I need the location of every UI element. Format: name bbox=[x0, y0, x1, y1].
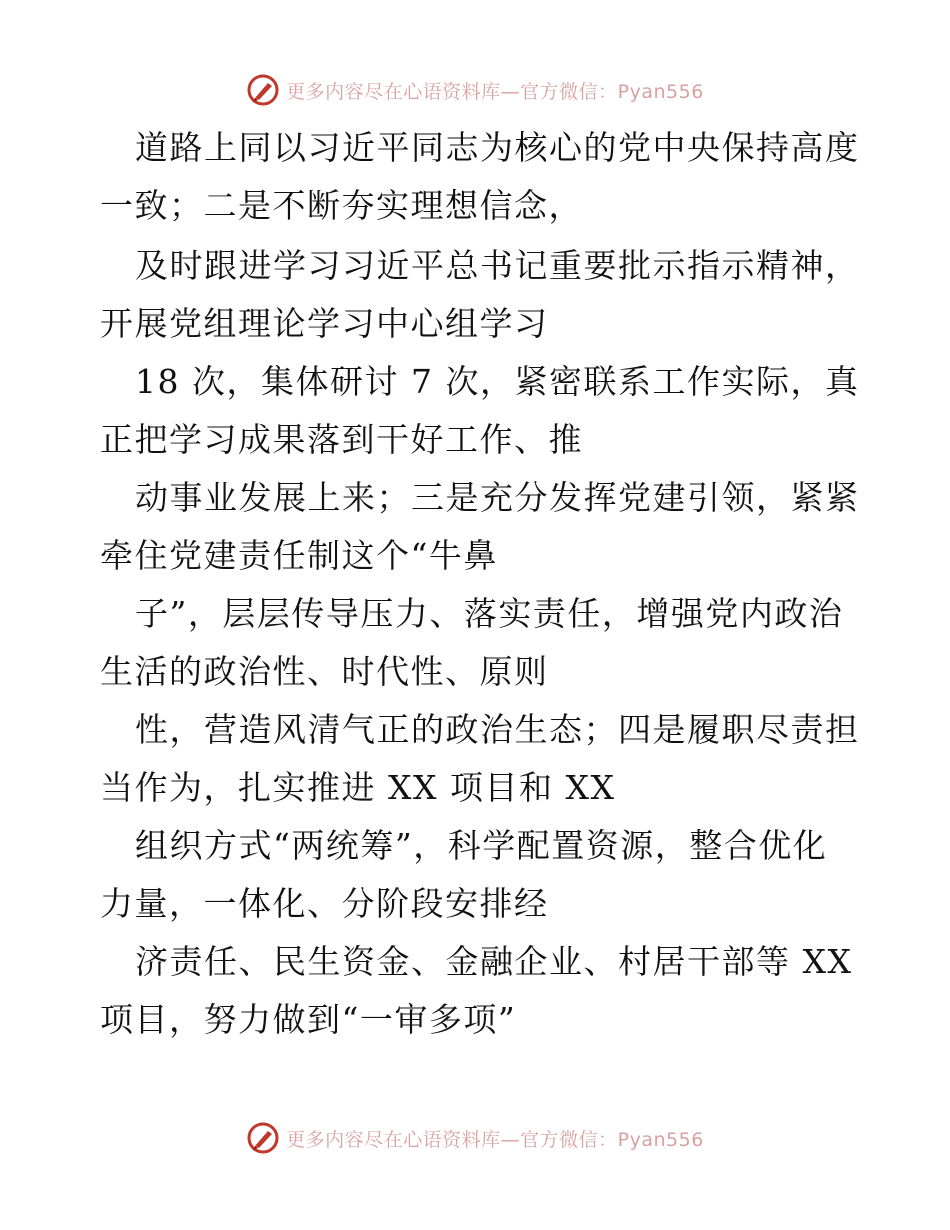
pen-logo-icon bbox=[246, 1121, 280, 1155]
watermark-text: 更多内容尽在心语资料库—官方微信：Pyan556 bbox=[286, 1128, 704, 1151]
body-line: 动事业发展上来；三是充分发挥党建引领，紧紧 bbox=[135, 478, 860, 517]
body-line: 力量，一体化、分阶段安排经 bbox=[100, 884, 549, 923]
body-line: 开展党组理论学习中心组学习 bbox=[100, 304, 549, 343]
body-line: 当作为，扎实推进 XX 项目和 XX bbox=[100, 768, 616, 807]
footer-watermark bbox=[0, 1118, 950, 1158]
body-line: 18 次，集体研讨 7 次，紧密联系工作实际，真 bbox=[135, 362, 860, 401]
body-line: 济责任、民生资金、金融企业、村居干部等 XX bbox=[135, 942, 853, 981]
body-line: 生活的政治性、时代性、原则 bbox=[100, 652, 549, 691]
watermark-text: 更多内容尽在心语资料库—官方微信：Pyan556 bbox=[286, 80, 704, 103]
body-line: 道路上同以习近平同志为核心的党中央保持高度 bbox=[135, 128, 860, 167]
body-line: 正把学习成果落到干好工作、推 bbox=[100, 420, 583, 459]
header-watermark bbox=[0, 70, 950, 110]
body-line: 组织方式“两统筹”，科学配置资源，整合优化 bbox=[135, 826, 828, 865]
body-line: 子”，层层传导压力、落实责任，增强党内政治 bbox=[135, 594, 844, 633]
body-line: 项目，努力做到“一审多项” bbox=[100, 1000, 517, 1039]
pen-logo-icon bbox=[246, 73, 280, 107]
body-line: 及时跟进学习习近平总书记重要批示指示精神， bbox=[135, 246, 860, 285]
body-line: 牵住党建责任制这个“牛鼻 bbox=[100, 536, 498, 575]
body-line: 性，营造风清气正的政治生态；四是履职尽责担 bbox=[135, 710, 860, 749]
body-line: 一致；二是不断夯实理想信念， bbox=[100, 186, 583, 225]
